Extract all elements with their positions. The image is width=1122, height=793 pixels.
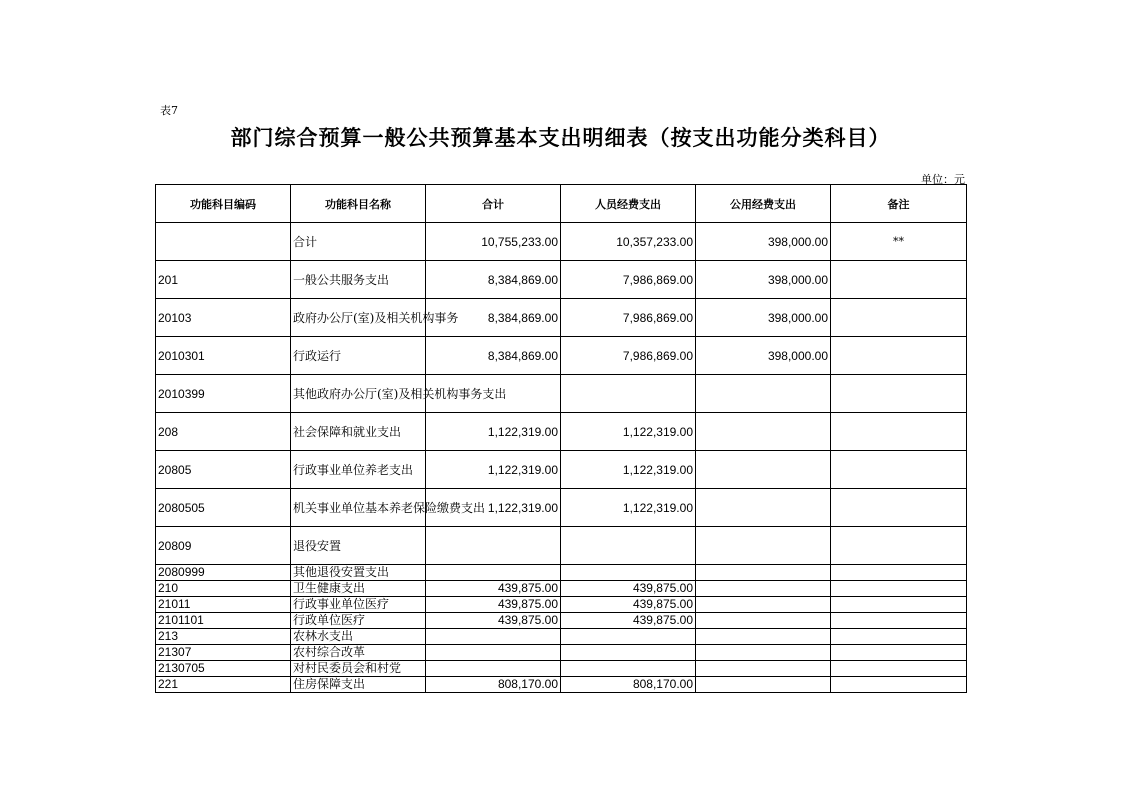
cell-note [831,451,967,489]
cell-personnel: 10,357,233.00 [561,223,696,261]
cell-personnel: 439,875.00 [561,613,696,629]
cell-personnel: 1,122,319.00 [561,451,696,489]
cell-public [696,645,831,661]
cell-total [426,629,561,645]
cell-name: 社会保障和就业支出 [291,413,426,451]
cell-personnel: 7,986,869.00 [561,299,696,337]
cell-total: 439,875.00 [426,613,561,629]
table-row [156,223,967,261]
cell-name: 农林水支出 [291,629,426,645]
cell-name: 行政事业单位医疗 [291,597,426,613]
cell-code: 2130705 [156,661,291,677]
cell-total: 808,170.00 [426,677,561,693]
cell-note [831,645,967,661]
cell-personnel [561,645,696,661]
cell-name: 行政事业单位养老支出 [291,451,426,489]
cell-total: 1,122,319.00 [426,451,561,489]
cell-note [831,597,967,613]
cell-note [831,375,967,413]
cell-name: 机关事业单位基本养老保险缴费支出 [291,489,426,527]
cell-personnel [561,375,696,413]
cell-personnel [561,565,696,581]
cell-public [696,565,831,581]
cell-name: 住房保障支出 [291,677,426,693]
cell-note [831,489,967,527]
table-row [156,661,967,677]
table-row [156,489,967,527]
cell-public [696,613,831,629]
cell-public [696,413,831,451]
cell-total: 1,122,319.00 [426,413,561,451]
cell-total: 8,384,869.00 [426,299,561,337]
cell-code: 20805 [156,451,291,489]
cell-code: 201 [156,261,291,299]
cell-note [831,527,967,565]
table-row [156,677,967,693]
cell-note [831,661,967,677]
table-row [156,451,967,489]
cell-name: 对村民委员会和村党 [291,661,426,677]
cell-personnel: 7,986,869.00 [561,337,696,375]
cell-code: 2101101 [156,613,291,629]
cell-total: 8,384,869.00 [426,261,561,299]
column-header-code: 功能科目编码 [156,185,291,223]
cell-note [831,565,967,581]
cell-note [831,581,967,597]
cell-public [696,629,831,645]
table-row [156,299,967,337]
cell-personnel [561,661,696,677]
cell-total: 439,875.00 [426,581,561,597]
table-number-label: 表7 [160,104,178,117]
cell-code: 2080505 [156,489,291,527]
table-row [156,565,967,581]
table-row [156,581,967,597]
cell-personnel [561,629,696,645]
cell-total [426,645,561,661]
cell-code: 2080999 [156,565,291,581]
cell-total: 439,875.00 [426,597,561,613]
cell-code: 2010301 [156,337,291,375]
cell-code: 20103 [156,299,291,337]
cell-personnel: 439,875.00 [561,581,696,597]
budget-table [155,184,967,693]
cell-code: 210 [156,581,291,597]
cell-name: 政府办公厅(室)及相关机构事务 [291,299,426,337]
cell-note: ** [831,223,967,261]
page-title: 部门综合预算一般公共预算基本支出明细表（按支出功能分类科目） [230,126,891,150]
cell-public [696,597,831,613]
unit-label: 单位：元 [921,173,965,186]
cell-public: 398,000.00 [696,337,831,375]
cell-name: 合计 [291,223,426,261]
cell-public: 398,000.00 [696,261,831,299]
table-row [156,261,967,299]
cell-code: 21011 [156,597,291,613]
cell-note [831,261,967,299]
cell-public: 398,000.00 [696,299,831,337]
cell-total [426,661,561,677]
cell-personnel: 1,122,319.00 [561,489,696,527]
cell-note [831,677,967,693]
cell-public [696,375,831,413]
cell-note [831,337,967,375]
column-header-personnel: 人员经费支出 [561,185,696,223]
cell-code: 2010399 [156,375,291,413]
cell-personnel: 1,122,319.00 [561,413,696,451]
cell-total: 10,755,233.00 [426,223,561,261]
table-header-row [156,185,967,223]
cell-name: 行政单位医疗 [291,613,426,629]
cell-note [831,629,967,645]
table-row [156,413,967,451]
cell-code [156,223,291,261]
table-row [156,375,967,413]
cell-code: 213 [156,629,291,645]
cell-total: 8,384,869.00 [426,337,561,375]
table-row [156,337,967,375]
cell-name: 退役安置 [291,527,426,565]
cell-name: 一般公共服务支出 [291,261,426,299]
cell-public [696,527,831,565]
cell-code: 21307 [156,645,291,661]
cell-personnel: 808,170.00 [561,677,696,693]
cell-public [696,581,831,597]
cell-note [831,299,967,337]
cell-name: 行政运行 [291,337,426,375]
cell-total [426,527,561,565]
table-row [156,645,967,661]
cell-public [696,661,831,677]
cell-personnel: 439,875.00 [561,597,696,613]
table-row [156,613,967,629]
cell-public [696,489,831,527]
cell-note [831,413,967,451]
cell-name: 其他政府办公厅(室)及相关机构事务支出 [291,375,426,413]
cell-name: 其他退役安置支出 [291,565,426,581]
table-row [156,629,967,645]
cell-name: 卫生健康支出 [291,581,426,597]
column-header-name: 功能科目名称 [291,185,426,223]
cell-total: 1,122,319.00 [426,489,561,527]
column-header-note: 备注 [831,185,967,223]
cell-code: 221 [156,677,291,693]
column-header-public: 公用经费支出 [696,185,831,223]
cell-public [696,677,831,693]
cell-code: 20809 [156,527,291,565]
column-header-total: 合计 [426,185,561,223]
cell-total [426,565,561,581]
table-row [156,597,967,613]
cell-name: 农村综合改革 [291,645,426,661]
cell-personnel: 7,986,869.00 [561,261,696,299]
cell-note [831,613,967,629]
table-row [156,527,967,565]
cell-public [696,451,831,489]
cell-code: 208 [156,413,291,451]
cell-personnel [561,527,696,565]
cell-public: 398,000.00 [696,223,831,261]
